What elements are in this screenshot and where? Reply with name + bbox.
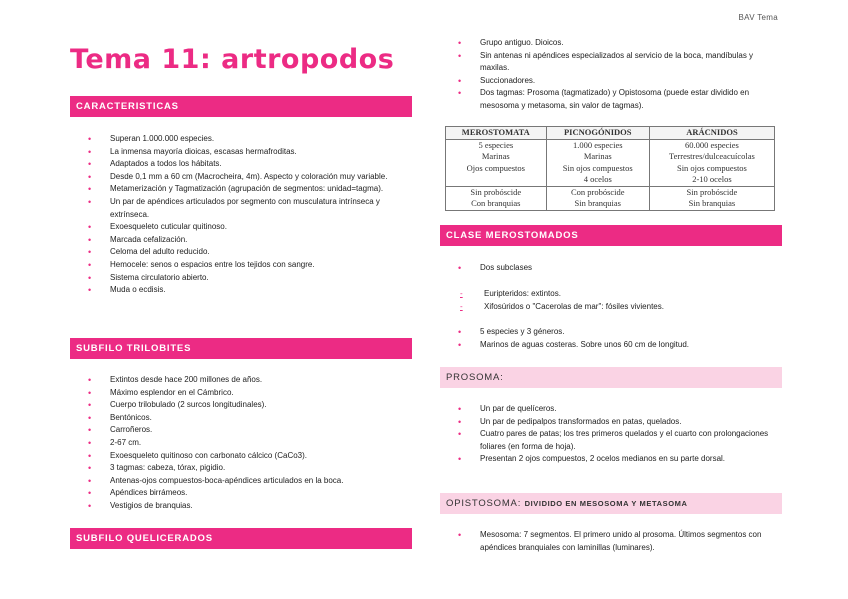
list-item: • Marinos de aguas costeras. Sobre unos 60 cm de longitud. [440,339,780,352]
table-header: MEROSTOMATA [446,127,547,140]
list-item: • Presentan 2 ojos compuestos, 2 ocelos medianos en su parte dorsal. [440,453,780,466]
table-cell: Sin ojos compuestos [649,163,774,175]
list-item: • Máximo esplendor en el Cámbrico. [70,387,400,400]
merostomados-subclasses [440,288,780,313]
table-cell: Sin branquias [546,198,649,210]
quelicerados-list [440,37,780,113]
table-header-row [446,127,775,140]
list-item: • 2-67 cm. [70,437,400,450]
table-cell: Sin branquias [649,198,774,210]
table-cell [446,174,547,186]
table-cell: Marinas [446,151,547,163]
opistosoma-heading-sub: DIVIDIDO EN MESOSOMA Y METASOMA [524,499,688,508]
table-row [446,198,775,210]
list-item: • Grupo antiguo. Dioicos. [440,37,780,50]
list-item: • Succionadores. [440,75,780,88]
table-row [446,186,775,198]
list-item: • Muda o ecdisis. [70,284,400,297]
list-item: • Celoma del adulto reducido. [70,246,400,259]
list-item: • 5 especies y 3 géneros. [440,326,780,339]
list-item: • Metamerización y Tagmatización (agrupación de segmentos: unidad=tagma). [70,183,400,196]
list-item: • Vestigios de branquias. [70,500,400,513]
list-item: - Euripteridos: extintos. [440,288,780,301]
table-header: PICNOGÓNIDOS [546,127,649,140]
list-item: • Cuerpo trilobulado (2 surcos longitudinales). [70,399,400,412]
list-item: • Apéndices birrámeos. [70,487,400,500]
list-item: • Hemocele: senos o espacios entre los tejidos con sangre. [70,259,400,272]
trilobites-list [70,374,400,513]
list-item: • Exoesqueleto quitinoso con carbonato cálcico (CaCo3). [70,450,400,463]
section-heading-quelicerados: SUBFILO QUELICERADOS [70,528,412,549]
section-heading-prosoma: PROSOMA: [440,367,782,388]
list-item: • Exoesqueleto cuticular quitinoso. [70,221,400,234]
table-cell: 1.000 especies [546,139,649,151]
table-header: ARÁCNIDOS [649,127,774,140]
table-cell: Con branquias [446,198,547,210]
page-title: Tema 11: artropodos [70,44,395,75]
table-cell: Sin probóscide [649,186,774,198]
list-item: • Extintos desde hace 200 millones de años. [70,374,400,387]
list-item: • Dos subclases [440,262,780,275]
list-item: • Carroñeros. [70,424,400,437]
list-item: • Dos tagmas: Prosoma (tagmatizado) y Opistosoma (puede estar dividido en mesosoma y metasoma, sin valor de tagmas). [440,87,780,112]
section-heading-merostomados: CLASE MEROSTOMADOS [440,225,782,246]
table-cell: Terrestres/dulceacuícolas [649,151,774,163]
prosoma-list [440,403,780,466]
section-heading-opistosoma [440,493,782,514]
list-item: • Antenas-ojos compuestos-boca-apéndices articulados en la boca. [70,475,400,488]
list-item: • Bentónicos. [70,412,400,425]
merostomados-list [440,326,780,351]
section-heading-trilobites: SUBFILO TRILOBITES [70,338,412,359]
comparison-table [445,126,775,211]
section-heading-caracteristicas: CARACTERISTICAS [70,96,412,117]
list-item: • Un par de apéndices articulados por segmento con musculatura intrínseca y extrínseca. [70,196,400,221]
table-cell: 60.000 especies [649,139,774,151]
table-cell: 5 especies [446,139,547,151]
list-item: • 3 tagmas: cabeza, tórax, pigidio. [70,462,400,475]
list-item: • Mesosoma: 7 segmentos. El primero unido al prosoma. Últimos segmentos con apéndices branquiales con laminillas (luminares). [440,529,780,554]
table-cell: Marinas [546,151,649,163]
table-row [446,163,775,175]
list-item: • Cuatro pares de patas; los tres primeros quelados y el cuarto con prolongaciones foliares (en forma de hoja). [440,428,780,453]
table-row [446,174,775,186]
list-item: • Marcada cefalización. [70,234,400,247]
table-cell: Ojos compuestos [446,163,547,175]
table-row [446,139,775,151]
list-item: • La inmensa mayoría dioicas, escasas hermafroditas. [70,146,400,159]
list-item: • Sin antenas ni apéndices especializados al servicio de la boca, mandíbulas y maxilas. [440,50,780,75]
list-item: • Superan 1.000.000 especies. [70,133,400,146]
opistosoma-list [440,529,780,554]
opistosoma-heading-label: OPISTOSOMA: [446,498,522,509]
table-cell: Con probóscide [546,186,649,198]
table-cell: Sin probóscide [446,186,547,198]
merostomados-intro [440,262,780,275]
table-row [446,151,775,163]
list-item: • Un par de pedipalpos transformados en patas, quelados. [440,416,780,429]
list-item: • Desde 0,1 mm a 60 cm (Macrocheira, 4m). Aspecto y coloración muy variable. [70,171,400,184]
list-item: • Un par de quelíceros. [440,403,780,416]
list-item: • Sistema circulatorio abierto. [70,272,400,285]
list-item: • Adaptados a todos los hábitats. [70,158,400,171]
table-cell: 2-10 ocelos [649,174,774,186]
list-item: - Xifosúridos o "Cacerolas de mar": fósiles vivientes. [440,301,780,314]
table-cell: 4 ocelos [546,174,649,186]
header-label: BAV Tema [738,13,778,22]
caracteristicas-list [70,133,400,297]
table-cell: Sin ojos compuestos [546,163,649,175]
